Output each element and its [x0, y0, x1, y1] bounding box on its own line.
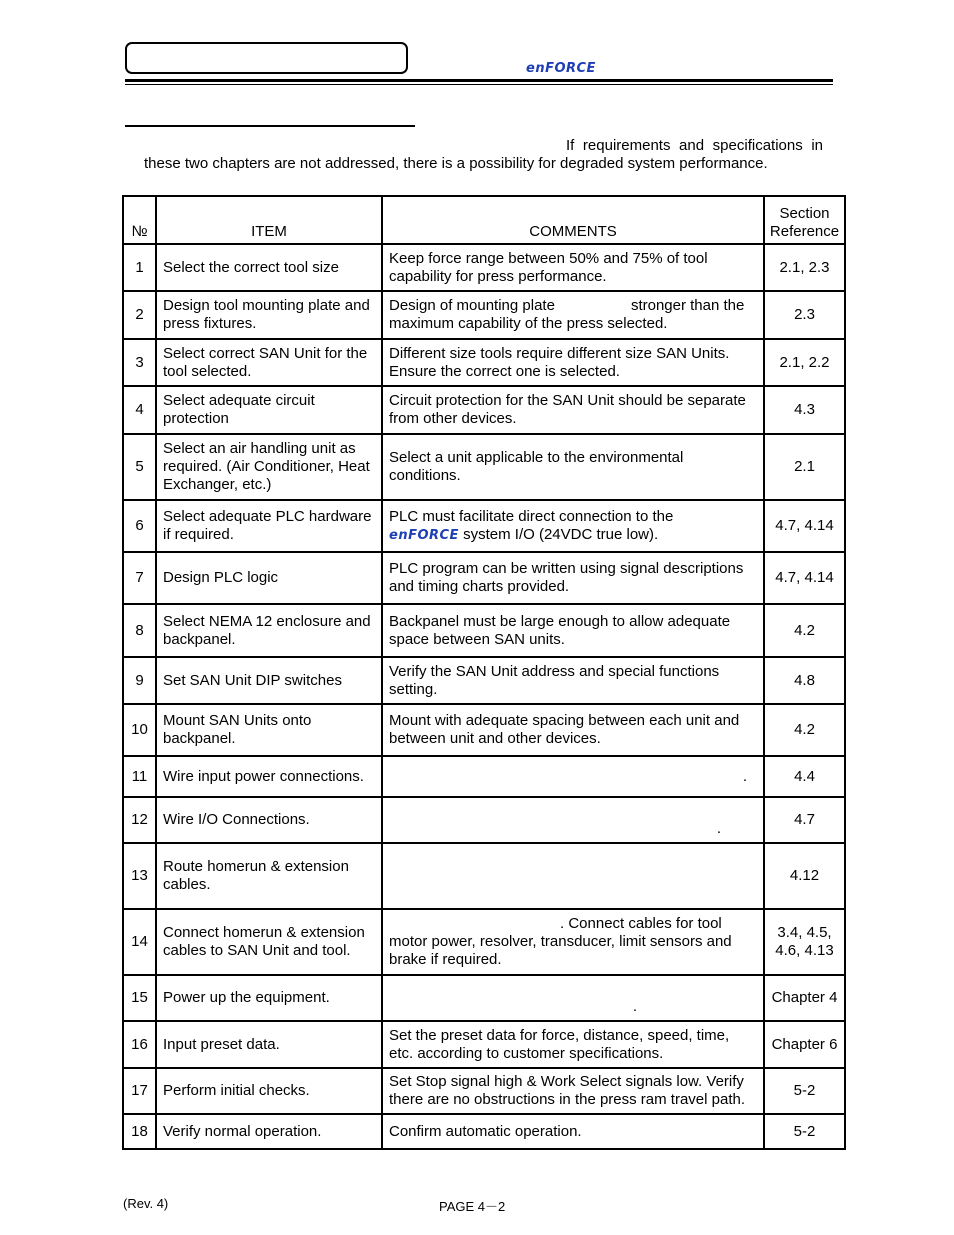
row-num: 1	[123, 244, 156, 291]
row-comments: Keep force range between 50% and 75% of tool capability for press performance.	[382, 244, 764, 291]
row-comments: Confirm automatic operation.	[382, 1114, 764, 1149]
table-row	[123, 1068, 845, 1114]
row-item: Perform initial checks.	[156, 1068, 382, 1114]
row-item: Select NEMA 12 enclosure and backpanel.	[156, 604, 382, 657]
row-ref: 2.3	[764, 291, 845, 339]
section-title-underline	[125, 125, 415, 127]
row-item: Design PLC logic	[156, 552, 382, 604]
table-row	[123, 1114, 845, 1149]
row-ref: 4.4	[764, 756, 845, 797]
row-comments: Circuit protection for the SAN Unit should be separate from other devices.	[382, 386, 764, 434]
row-item: Verify normal operation.	[156, 1114, 382, 1149]
row-num: 3	[123, 339, 156, 386]
row-comments-part-a: Design of mounting plate	[389, 297, 555, 314]
row-item: Design tool mounting plate and press fixtures.	[156, 291, 382, 339]
row-num: 4	[123, 386, 156, 434]
header-num: №	[123, 196, 156, 244]
row-ref: 2.1	[764, 434, 845, 500]
row-item: Route homerun & extension cables.	[156, 843, 382, 909]
table-row	[123, 386, 845, 434]
row-comments	[382, 909, 764, 975]
row-item: Select correct SAN Unit for the tool selected.	[156, 339, 382, 386]
row-ref: Chapter 4	[764, 975, 845, 1021]
header-rule-thick	[125, 79, 833, 82]
row-comments: Verify the SAN Unit address and special functions setting.	[382, 657, 764, 704]
table-row	[123, 434, 845, 500]
checklist-table	[122, 195, 846, 1150]
table-header-row	[123, 196, 845, 244]
row-comments: Different size tools require different size SAN Units. Ensure the correct one is selected.	[382, 339, 764, 386]
row-item: Select an air handling unit as required. (Air Conditioner, Heat Exchanger, etc.)	[156, 434, 382, 500]
table-row	[123, 756, 845, 797]
row-comments	[382, 843, 764, 909]
table-row	[123, 797, 845, 843]
row-ref: Chapter 6	[764, 1021, 845, 1068]
footer-page-number: PAGE 4－2	[439, 1199, 506, 1214]
row-item: Wire input power connections.	[156, 756, 382, 797]
row-num: 5	[123, 434, 156, 500]
header-section-reference	[764, 196, 845, 244]
row-comments: Set Stop signal high & Work Select signals low. Verify there are no obstructions in the press ram travel path.	[382, 1068, 764, 1114]
row-comments-text: . Connect cables for tool motor power, resolver, transducer, limit sensors and brake if required.	[389, 915, 732, 968]
row-num: 7	[123, 552, 156, 604]
table-row	[123, 291, 845, 339]
row-ref	[764, 909, 845, 975]
intro-line-2: these two chapters are not addressed, there is a possibility for degraded system performance.	[144, 155, 768, 172]
row-item: Input preset data.	[156, 1021, 382, 1068]
header-item: ITEM	[156, 196, 382, 244]
row-ref-line1: 3.4, 4.5,	[777, 924, 832, 941]
row-num: 18	[123, 1114, 156, 1149]
row-ref: 4.2	[764, 604, 845, 657]
row-comments: Select a unit applicable to the environmental conditions.	[382, 434, 764, 500]
row-ref: 4.12	[764, 843, 845, 909]
row-comments-part-b: system I/O (24VDC true low).	[463, 525, 659, 543]
row-num: 2	[123, 291, 156, 339]
table-row	[123, 244, 845, 291]
header-comments: COMMENTS	[382, 196, 764, 244]
row-num: 17	[123, 1068, 156, 1114]
row-comments: .	[382, 797, 764, 843]
row-comments-part-a: PLC must facilitate direct connection to the	[389, 507, 674, 525]
row-num: 6	[123, 500, 156, 552]
row-num: 12	[123, 797, 156, 843]
row-ref: 4.3	[764, 386, 845, 434]
table-row	[123, 704, 845, 756]
header-ref-line1: Section	[779, 205, 830, 222]
inline-brand-logo: enFORCE	[389, 527, 459, 543]
row-comments: Set the preset data for force, distance, speed, time, etc. according to customer specifications.	[382, 1021, 764, 1068]
row-num: 15	[123, 975, 156, 1021]
row-comments	[382, 291, 764, 339]
table-row	[123, 1021, 845, 1068]
table-row	[123, 909, 845, 975]
row-comments: PLC program can be written using signal descriptions and timing charts provided.	[382, 552, 764, 604]
header-brand-logo: enFORCE	[526, 61, 596, 76]
row-num: 10	[123, 704, 156, 756]
row-ref: 5-2	[764, 1068, 845, 1114]
row-ref-line2: 4.6, 4.13	[775, 942, 834, 959]
row-item: Mount SAN Units onto backpanel.	[156, 704, 382, 756]
table-row	[123, 604, 845, 657]
row-comments-part-b: stronger than the maximum capability of the press selected.	[389, 297, 745, 332]
table-row	[123, 552, 845, 604]
row-comments: .	[382, 975, 764, 1021]
table-row	[123, 975, 845, 1021]
row-num: 14	[123, 909, 156, 975]
table-row	[123, 500, 845, 552]
table-row	[123, 843, 845, 909]
row-ref: 2.1, 2.2	[764, 339, 845, 386]
footer-revision: (Rev. 4)	[123, 1196, 169, 1211]
row-num: 9	[123, 657, 156, 704]
row-item: Connect homerun & extension cables to SAN Unit and tool.	[156, 909, 382, 975]
header-ref-line2: Reference	[769, 223, 840, 240]
row-item: Select adequate circuit protection	[156, 386, 382, 434]
row-ref: 4.8	[764, 657, 845, 704]
row-ref: 4.7, 4.14	[764, 500, 845, 552]
row-comments: Backpanel must be large enough to allow adequate space between SAN units.	[382, 604, 764, 657]
header-rule-thin	[125, 84, 833, 85]
row-ref: 4.7, 4.14	[764, 552, 845, 604]
row-item: Select adequate PLC hardware if required.	[156, 500, 382, 552]
intro-line-1: If requirements and specifications in	[566, 137, 823, 154]
row-ref: 2.1, 2.3	[764, 244, 845, 291]
row-item: Power up the equipment.	[156, 975, 382, 1021]
header-title-box	[125, 42, 408, 74]
table-row	[123, 339, 845, 386]
row-comments	[382, 500, 764, 552]
row-item: Select the correct tool size	[156, 244, 382, 291]
row-ref: 4.7	[764, 797, 845, 843]
row-item: Wire I/O Connections.	[156, 797, 382, 843]
row-num: 13	[123, 843, 156, 909]
row-num: 8	[123, 604, 156, 657]
row-ref: 5-2	[764, 1114, 845, 1149]
table-row	[123, 657, 845, 704]
row-ref: 4.2	[764, 704, 845, 756]
row-comments: .	[382, 756, 764, 797]
row-comments: Mount with adequate spacing between each unit and between unit and other devices.	[382, 704, 764, 756]
row-num: 11	[123, 756, 156, 797]
row-num: 16	[123, 1021, 156, 1068]
row-item: Set SAN Unit DIP switches	[156, 657, 382, 704]
